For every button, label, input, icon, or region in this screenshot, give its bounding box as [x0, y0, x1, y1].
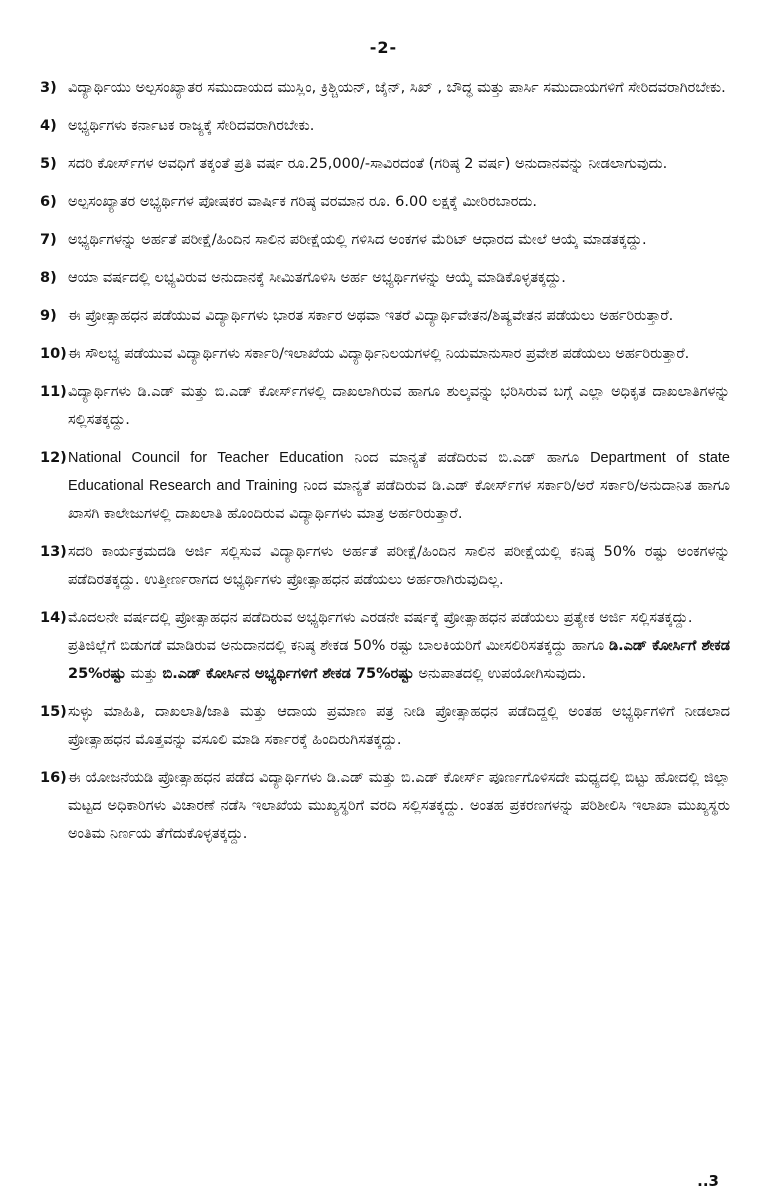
- list-item-6: [40, 188, 730, 216]
- item-number: 15): [40, 704, 67, 720]
- item-text-part: ಅನುಪಾತದಲ್ಲಿ ಉಪಯೋಗಿಸುವುದು.: [413, 666, 587, 682]
- ncte-name: National Council for Teacher Education: [68, 450, 344, 466]
- item-text: [68, 604, 730, 688]
- item-number: 12): [40, 450, 67, 466]
- item-number: 16): [40, 770, 67, 786]
- dsert-name: Department of state Educational Research and Training: [68, 450, 730, 494]
- list-item-10: [40, 340, 730, 368]
- bed-quota-text: ಬಿ.ಎಡ್ ಕೋರ್ಸಿನ ಅಭ್ಯರ್ಥಿಗಳಿಗೆ ಶೇಕಡ 75%ರಷ್ಟು: [162, 666, 414, 682]
- item-text: ಅಭ್ಯರ್ಥಿಗಳನ್ನು ಅರ್ಹತೆ ಪರೀಕ್ಷೆ/ಹಿಂದಿನ ಸಾಲಿನ ಪರೀಕ್ಷೆಯಲ್ಲಿ ಗಳಿಸಿದ ಅಂಕಗಳ ಮೆರಿಟ್ ಆಧಾರದ ಮೇಲೆ ಆಯ್ಕೆ ಮಾಡತಕ್ಕದ್ದು.: [68, 232, 647, 248]
- item-text-part: ನಿಂದ ಮಾನ್ಯತೆ ಪಡೆದಿರುವ ಬಿ.ಎಡ್ ಹಾಗೂ: [343, 450, 591, 466]
- item-text: ವಿದ್ಯಾರ್ಥಿಗಳು ಡಿ.ಎಡ್ ಮತ್ತು ಬಿ.ಎಡ್ ಕೋರ್ಸ್‌ಗಳಲ್ಲಿ ದಾಖಲಾಗಿರುವ ಹಾಗೂ ಶುಲ್ಕವನ್ನು ಭರಿಸಿರುವ ಬಗ್ಗೆ ಎಲ್ಲಾ ಅಧಿಕೃತ ದಾಖಲಾತಿಗಳನ್ನು ಸಲ್ಲಿಸತಕ್ಕದ್ದು.: [68, 384, 730, 428]
- item-text-part: ಮತ್ತು: [125, 666, 163, 682]
- list-item-16: [40, 764, 730, 848]
- next-page-marker: ..3: [697, 1172, 719, 1190]
- item-number: 6): [40, 194, 57, 210]
- item-number: 14): [40, 610, 67, 626]
- item-text: ಸದರಿ ಕೋರ್ಸ್‌ಗಳ ಅವಧಿಗೆ ತಕ್ಕಂತೆ ಪ್ರತಿ ವರ್ಷ ರೂ.25,000/-ಸಾವಿರದಂತೆ (ಗರಿಷ್ಠ 2 ವರ್ಷ) ಅನುದಾನವನ್ನು ನೀಡಲಾಗುವುದು.: [68, 156, 668, 172]
- item-text: ಅಭ್ಯರ್ಥಿಗಳು ಕರ್ನಾಟಕ ರಾಜ್ಯಕ್ಕೆ ಸೇರಿದವರಾಗಿರಬೇಕು.: [68, 118, 315, 134]
- item-number: 8): [40, 270, 57, 286]
- list-item-12: [40, 444, 730, 528]
- item-paragraph: [68, 632, 730, 688]
- list-item-8: [40, 264, 730, 292]
- ded-quota-text: ಡಿ.ಎಡ್ ಕೋರ್ಸಿಗೆ ಶೇಕಡ 25%ರಷ್ಟು: [68, 638, 730, 682]
- item-number: 10): [40, 346, 67, 362]
- item-number: 7): [40, 232, 57, 248]
- item-number: 11): [40, 384, 67, 400]
- list-item-14: [40, 604, 730, 688]
- list-item-3: [40, 74, 730, 102]
- item-number: 9): [40, 308, 57, 324]
- item-text: ಸುಳ್ಳು ಮಾಹಿತಿ, ದಾಖಲಾತಿ/ಜಾತಿ ಮತ್ತು ಆದಾಯ ಪ್ರಮಾಣ ಪತ್ರ ನೀಡಿ ಪ್ರೋತ್ಸಾಹಧನ ಪಡೆದಿದ್ದಲ್ಲಿ ಅಂತಹ ಅಭ್ಯರ್ಥಿಗಳಿಗೆ ನೀಡಲಾದ ಪ್ರೋತ್ಸಾಹಧನ ಮೊತ್ತವನ್ನು ವಸೂಲಿ ಮಾಡಿ ಸರ್ಕಾರಕ್ಕೆ ಹಿಂದಿರುಗಿಸತಕ್ಕದ್ದು.: [68, 704, 730, 748]
- list-item-15: [40, 698, 730, 754]
- item-text: ಸದರಿ ಕಾರ್ಯಕ್ರಮದಡಿ ಅರ್ಜಿ ಸಲ್ಲಿಸುವ ವಿದ್ಯಾರ್ಥಿಗಳು ಅರ್ಹತೆ ಪರೀಕ್ಷೆ/ಹಿಂದಿನ ಸಾಲಿನ ಪರೀಕ್ಷೆಯಲ್ಲಿ ಕನಿಷ್ಠ 50% ರಷ್ಟು ಅಂಕಗಳನ್ನು ಪಡೆದಿರತಕ್ಕದ್ದು. ಉತ್ತೀರ್ಣರಾಗದ ಅಭ್ಯರ್ಥಿಗಳು ಪ್ರೋತ್ಸಾಹಧನ ಪಡೆಯಲು ಅರ್ಹರಾಗಿರುವುದಿಲ್ಲ.: [68, 544, 730, 588]
- item-text: ಆಯಾ ವರ್ಷದಲ್ಲಿ ಲಭ್ಯವಿರುವ ಅನುದಾನಕ್ಕೆ ಸೀಮಿತಗೊಳಿಸಿ ಅರ್ಹ ಅಭ್ಯರ್ಥಿಗಳನ್ನು ಆಯ್ಕೆ ಮಾಡಿಕೊಳ್ಳತಕ್ಕದ್ದು.: [68, 270, 566, 286]
- list-item-5: [40, 150, 730, 178]
- item-text: ಈ ಸೌಲಭ್ಯ ಪಡೆಯುವ ವಿದ್ಯಾರ್ಥಿಗಳು ಸರ್ಕಾರಿ/ಇಲಾಖೆಯ ವಿದ್ಯಾರ್ಥಿನಿಲಯಗಳಲ್ಲಿ ನಿಯಮಾನುಸಾರ ಪ್ರವೇಶ ಪಡೆಯಲು ಅರ್ಹರಿರುತ್ತಾರೆ.: [68, 346, 690, 362]
- item-text: ಈ ಪ್ರೋತ್ಸಾಹಧನ ಪಡೆಯುವ ವಿದ್ಯಾರ್ಥಿಗಳು ಭಾರತ ಸರ್ಕಾರ ಅಥವಾ ಇತರೆ ವಿದ್ಯಾರ್ಥಿವೇತನ/ಶಿಷ್ಯವೇತನ ಪಡೆಯಲು ಅರ್ಹರಿರುತ್ತಾರೆ.: [68, 308, 674, 324]
- item-number: 5): [40, 156, 57, 172]
- list-item-13: [40, 538, 730, 594]
- item-text: ಅಲ್ಪಸಂಖ್ಯಾತರ ಅಭ್ಯರ್ಥಿಗಳ ಪೋಷಕರ ವಾರ್ಷಿಕ ಗರಿಷ್ಠ ವರಮಾನ ರೂ. 6.00 ಲಕ್ಷಕ್ಕೆ ಮೀರಿರಬಾರದು.: [68, 194, 538, 210]
- item-text-part: ನಿಂದ ಮಾನ್ಯತೆ ಪಡೆದಿರುವ ಡಿ.ಎಡ್ ಕೋರ್ಸ್‌ಗಳ ಸರ್ಕಾರಿ/ಅರೆ ಸರ್ಕಾರಿ/ಅನುದಾನಿತ ಹಾಗೂ ಖಾಸಗಿ ಕಾಲೇಜುಗಳಲ್ಲಿ ದಾಖಲಾತಿ ಹೊಂದಿರುವ ವಿದ್ಯಾರ್ಥಿಗಳು ಮಾತ್ರ ಅರ್ಹರಿರುತ್ತಾರೆ.: [68, 478, 730, 522]
- list-item-9: [40, 302, 730, 330]
- item-number: 4): [40, 118, 57, 134]
- item-number: 3): [40, 80, 57, 96]
- item-text: [68, 444, 730, 528]
- list-item-4: [40, 112, 730, 140]
- item-text: ವಿದ್ಯಾರ್ಥಿಯು ಅಲ್ಪಸಂಖ್ಯಾತರ ಸಮುದಾಯದ ಮುಸ್ಲಿಂ, ಕ್ರಿಶ್ಚಿಯನ್, ಜೈನ್, ಸಿಖ್ , ಬೌದ್ಧ ಮತ್ತು ಪಾರ್ಸಿ ಸಮುದಾಯಗಳಿಗೆ ಸೇರಿದವರಾಗಿರಬೇಕು.: [68, 80, 726, 96]
- item-text: ಈ ಯೋಜನೆಯಡಿ ಪ್ರೋತ್ಸಾಹಧನ ಪಡೆದ ವಿದ್ಯಾರ್ಥಿಗಳು ಡಿ.ಎಡ್ ಮತ್ತು ಬಿ.ಎಡ್ ಕೋರ್ಸ್ ಪೂರ್ಣಗೊಳಿಸದೇ ಮಧ್ಯದಲ್ಲಿ ಬಿಟ್ಟು ಹೋದಲ್ಲಿ ಜಿಲ್ಲಾ ಮಟ್ಟದ ಅಧಿಕಾರಿಗಳು ವಿಚಾರಣೆ ನಡೆಸಿ ಇಲಾಖೆಯ ಮುಖ್ಯಸ್ಥರಿಗೆ ವರದಿ ಸಲ್ಲಿಸತಕ್ಕದ್ದು. ಅಂತಹ ಪ್ರಕರಣಗಳನ್ನು ಪರಿಶೀಲಿಸಿ ಇಲಾಖಾ ಮುಖ್ಯಸ್ಥರು ಅಂತಿಮ ನಿರ್ಣಯ ತೆಗೆದುಕೊಳ್ಳತಕ್ಕದ್ದು.: [68, 770, 730, 842]
- conditions-list: [40, 74, 730, 848]
- item-number: 13): [40, 544, 67, 560]
- list-item-7: [40, 226, 730, 254]
- page-number: -2-: [369, 38, 398, 57]
- list-item-11: [40, 378, 730, 434]
- item-text-part: ಪ್ರತಿಜಿಲ್ಲೆಗೆ ಬಿಡುಗಡೆ ಮಾಡಿರುವ ಅನುದಾನದಲ್ಲಿ ಕನಿಷ್ಠ ಶೇಕಡ 50% ರಷ್ಟು ಬಾಲಕಿಯರಿಗೆ ಮೀಸಲಿರಿಸತಕ್ಕದ್ದು ಹಾಗೂ: [68, 638, 609, 654]
- item-paragraph: ಮೊದಲನೇ ವರ್ಷದಲ್ಲಿ ಪ್ರೋತ್ಸಾಹಧನ ಪಡೆದಿರುವ ಅಭ್ಯರ್ಥಿಗಳು ಎರಡನೇ ವರ್ಷಕ್ಕೆ ಪ್ರೋತ್ಸಾಹಧನ ಪಡೆಯಲು ಪ್ರತ್ಯೇಕ ಅರ್ಜಿ ಸಲ್ಲಿಸತಕ್ಕದ್ದು.: [68, 610, 693, 626]
